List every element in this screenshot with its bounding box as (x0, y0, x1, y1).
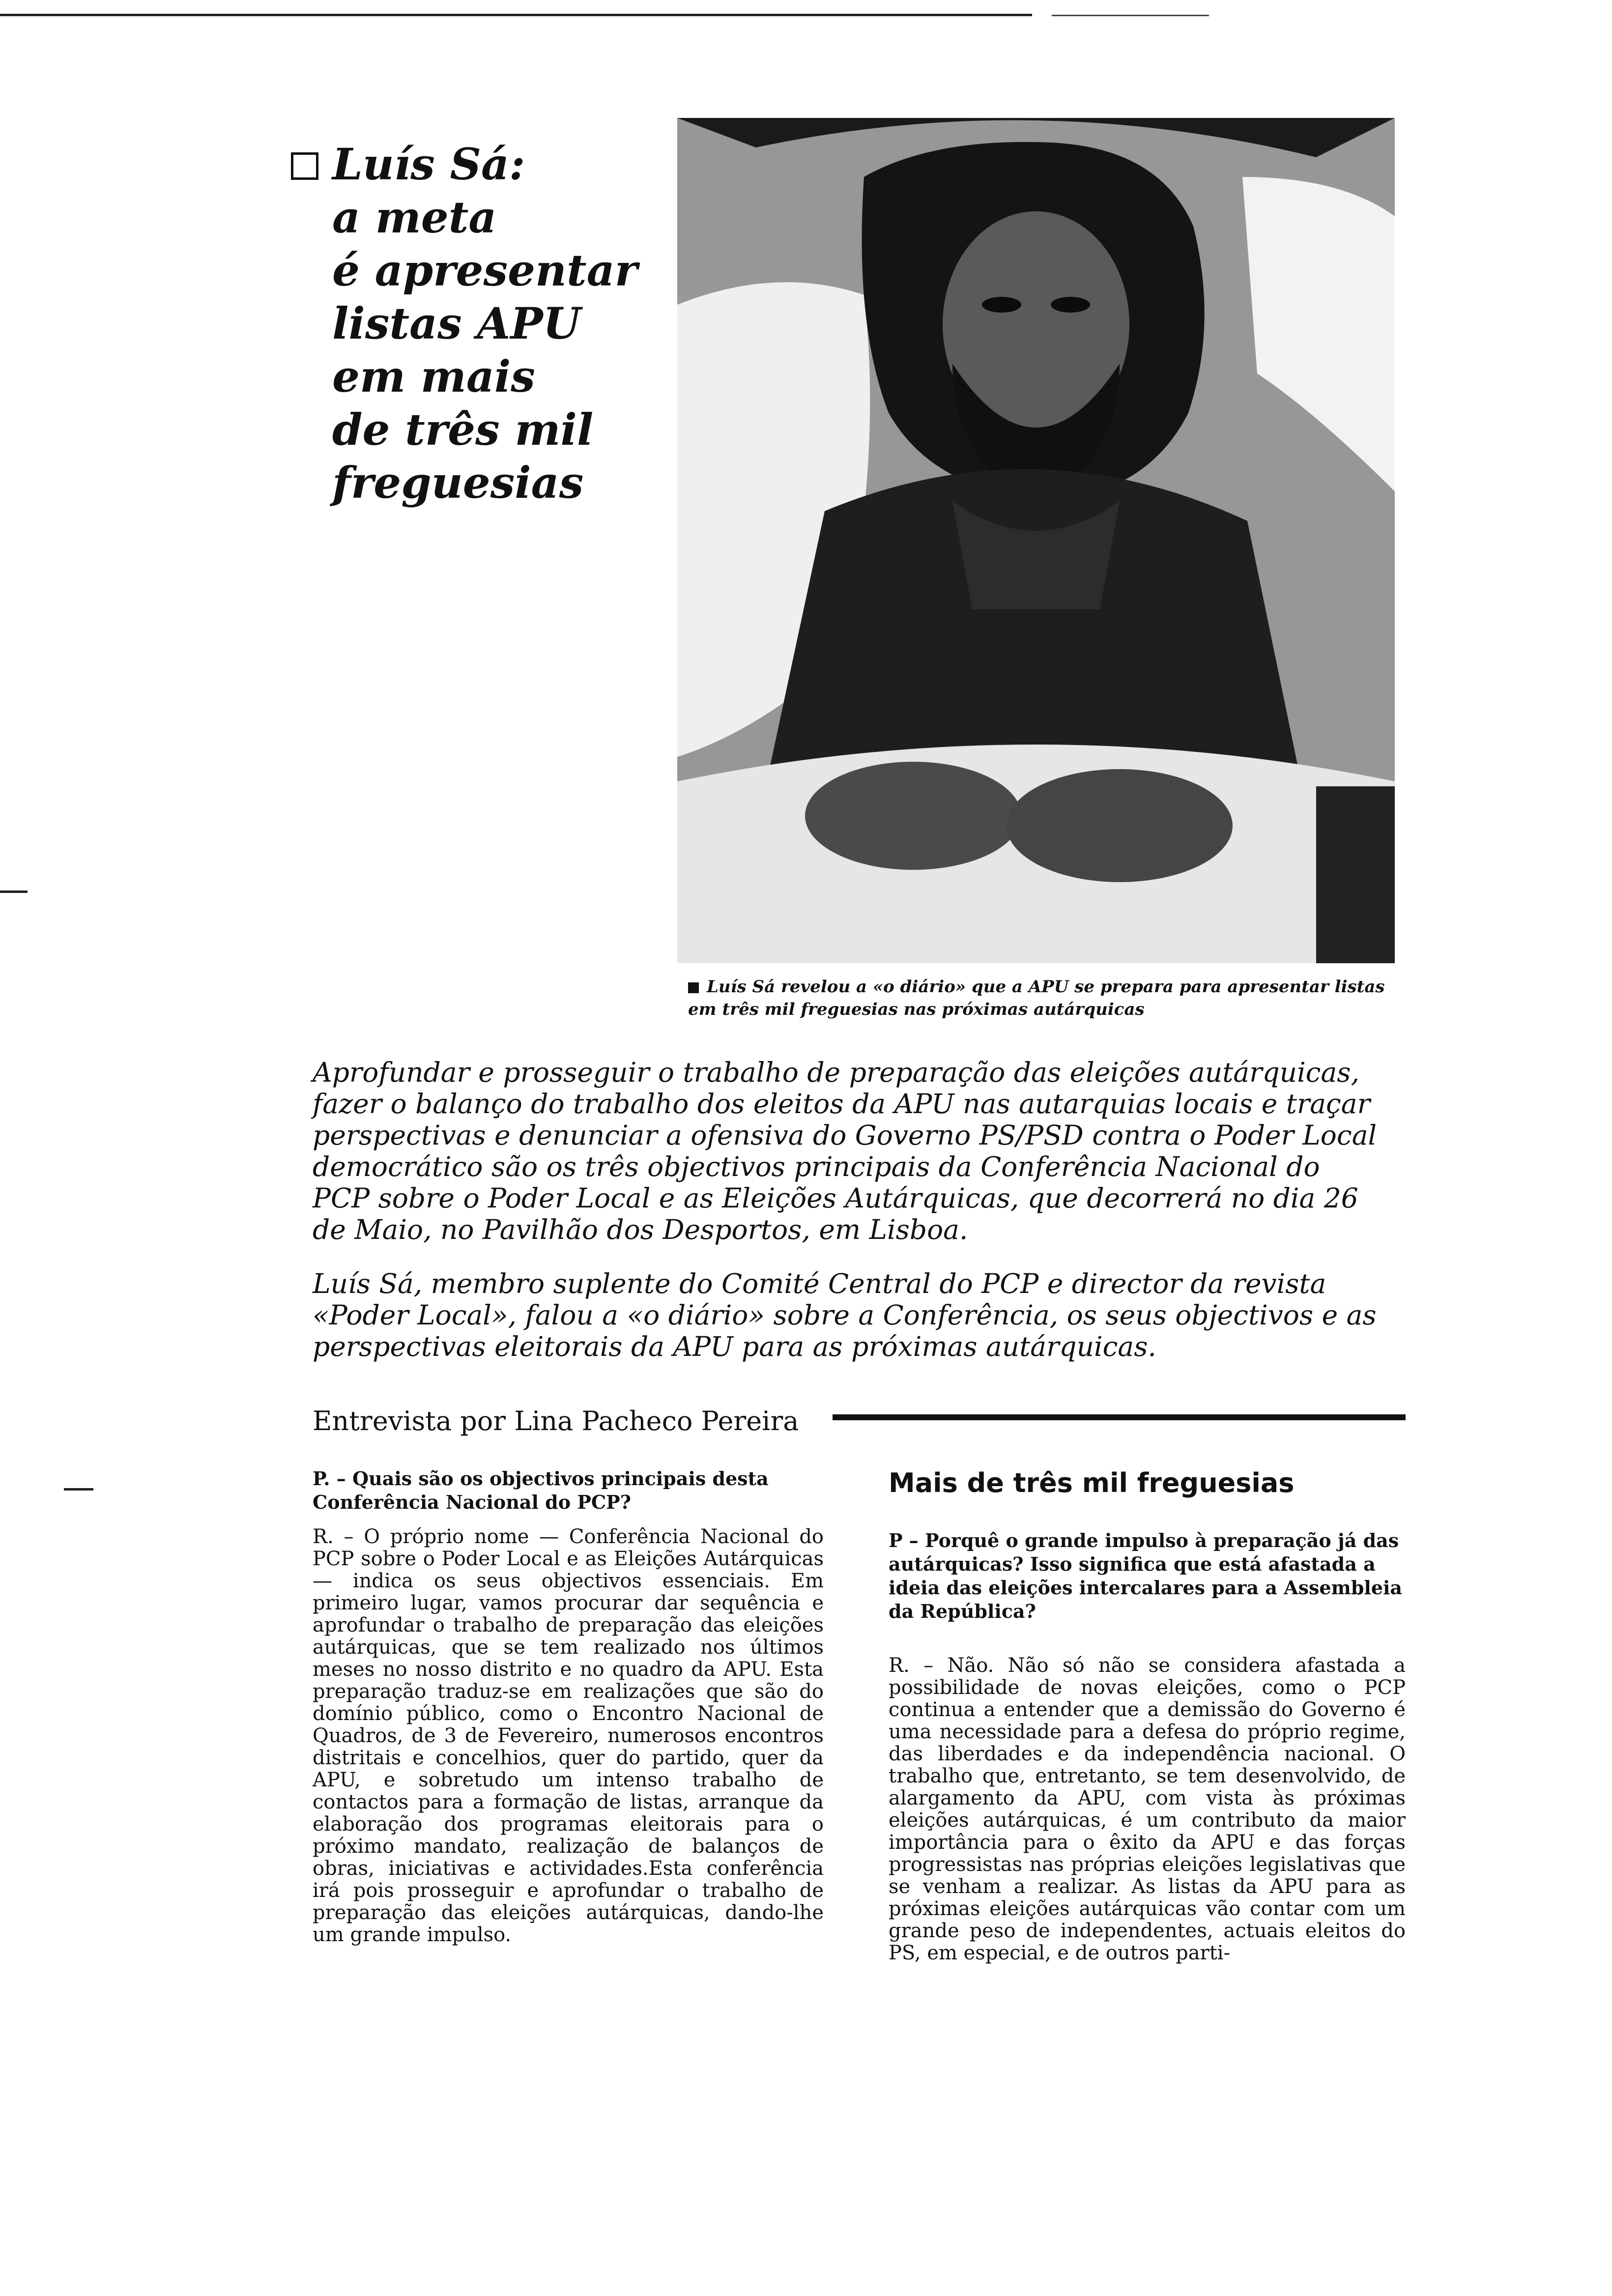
headline (332, 138, 686, 509)
top-rule-segment (1052, 15, 1209, 16)
interview-question: P – Porquê o grande impulso à preparação já das autárquicas? Isso significa que está afastada a ideia das eleições intercalares para a Assembleia da República? (889, 1529, 1403, 1622)
portrait-photo (677, 118, 1395, 963)
headline-line: freguesias (332, 457, 584, 508)
byline-rule (833, 1414, 1406, 1420)
right-column (889, 1467, 1406, 1964)
margin-mark (0, 890, 28, 893)
lead-paragraph-1: Aprofundar e prosseguir o trabalho de preparação das eleições autárquicas, fazer o balanço do trabalho dos eleitos da APU nas autarquias locais e traçar perspectivas e denunciar a ofensiva do Governo PS/PSD contra o Poder Local democrático são os três objectivos principais da Conferência Nacional do PCP sobre o Poder Local e as Eleições Autárquicas, que decorrerá no dia 26 de Maio, no Pavilhão dos Desportos, em Lisboa. (313, 1057, 1377, 1245)
interview-answer: R. – Não. Não só não se considera afastada a possibilidade de novas eleições, como o PCP continua a entender que a demissão do Governo é uma necessidade para a defesa do próprio regime, das liberdades e da independência nacional. O trabalho que, entretanto, se tem desenvolvido, de alargamento da APU, com vista às próximas eleições autárquicas, é um contributo da maior importância para o êxito da APU e das forças progressistas nas próprias eleições legislativas que se venham a realizar. As listas da APU para as próximas eleições autárquicas vão contar com um grande peso de independentes, actuais eleitos do PS, em especial, e de outros parti- (889, 1654, 1406, 1964)
headline-line: listas APU (332, 298, 581, 349)
portrait-photo-graphic (677, 118, 1395, 963)
margin-mark (64, 1488, 93, 1491)
headline-square-icon (291, 152, 318, 180)
headline-line: é apresentar (332, 245, 638, 296)
headline-line: de três mil (332, 404, 594, 455)
interview-answer: R. – O próprio nome — Conferência Nacional do PCP sobre o Poder Local e as Eleições Autárquicas — indica os seus objectivos essenciais. Em primeiro lugar, vamos procurar dar sequência e aprofundar o trabalho de preparação das eleições autárquicas, que se tem realizado nos últimos meses no nosso distrito e no quadro da APU. Esta preparação traduz-se em realizações que são do domínio público, como o Encontro Nacional de Quadros, de 3 de Fevereiro, numerosos encontros distritais e concelhios, quer do partido, quer da APU, e sobretudo um intenso trabalho de contactos para a formação de listas, arranque da elaboração dos programas eleitorais para o próximo mandato, realização de balanços de obras, iniciativas e actividades.Esta conferência irá pois prosseguir e aprofundar o trabalho de preparação das eleições autárquicas, dando-lhe um grande impulso. (313, 1525, 824, 1946)
headline-line: a meta (332, 192, 497, 243)
interview-question: P. – Quais são os objectivos principais desta Conferência Nacional do PCP? (313, 1467, 769, 1513)
section-subheading: Mais de três mil freguesias (889, 1467, 1295, 1498)
lead-paragraph-2: Luís Sá, membro suplente do Comité Central do PCP e director da revista «Poder Local», falou a «o diário» sobre a Conferência, os seus objectivos e as perspectivas eleitorais da APU para as próximas autárquicas. (313, 1268, 1377, 1362)
caption-square-icon (688, 982, 699, 993)
headline-line: Luís Sá: (332, 139, 525, 190)
photo-caption-text: Luís Sá revelou a «o diário» que a APU se prepara para apresentar listas em três mil freguesias nas próximas autárquicas (688, 977, 1385, 1019)
left-column (313, 1467, 824, 1946)
headline-line: em mais (332, 351, 535, 402)
byline: Entrevista por Lina Pacheco Pereira (313, 1406, 799, 1436)
photo-caption (688, 976, 1396, 1021)
top-rule (0, 14, 1032, 16)
